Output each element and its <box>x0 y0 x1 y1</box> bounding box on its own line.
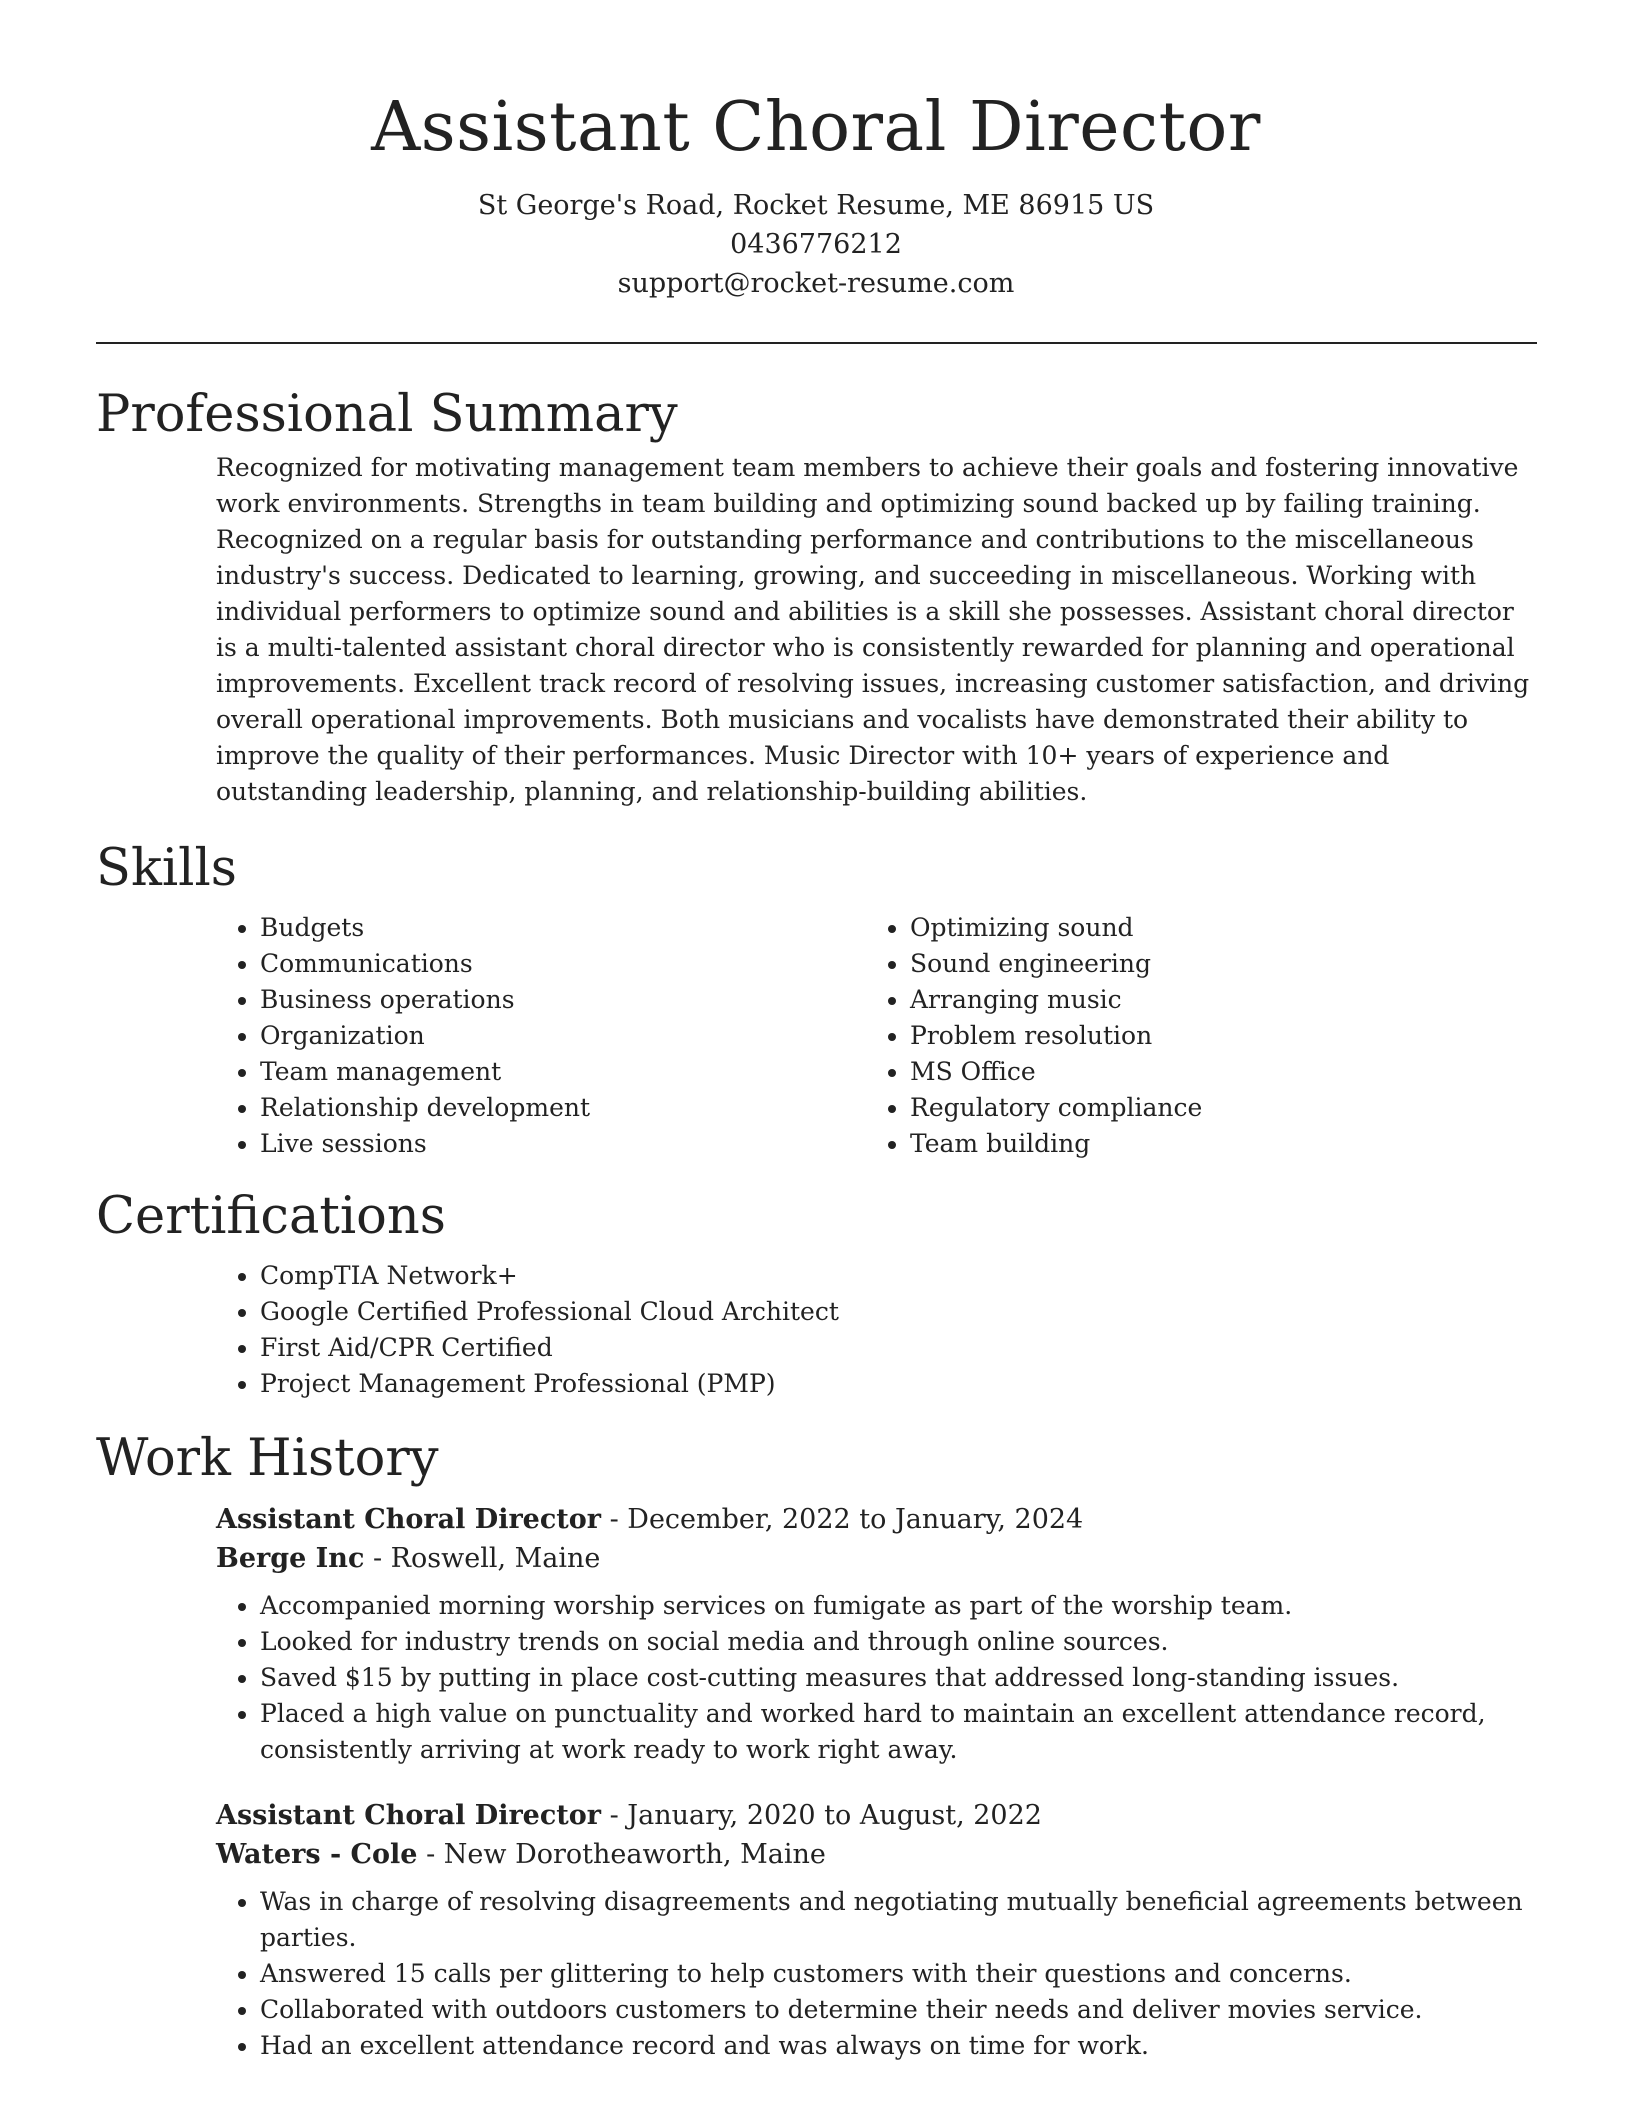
certification-item: • First Aid/CPR Certified <box>260 1330 1537 1366</box>
job-entry <box>216 1796 1537 2064</box>
job-bullet: • Accompanied morning worship services on fumigate as part of the worship team. <box>260 1588 1537 1624</box>
summary-section <box>216 450 1537 810</box>
skills-column-right <box>866 910 1516 1162</box>
resume-content <box>96 380 1537 2092</box>
job-dates: - January, 2020 to August, 2022 <box>601 1800 1042 1831</box>
skill-item: • Problem resolution <box>910 1018 1516 1054</box>
skill-item: • Organization <box>260 1018 866 1054</box>
job-entry <box>216 1500 1537 1768</box>
job-location: - New Dorotheaworth, Maine <box>417 1839 826 1870</box>
certification-item: • Google Certified Professional Cloud Architect <box>260 1294 1537 1330</box>
contact-address: St George's Road, Rocket Resume, ME 86915 US <box>477 190 1155 221</box>
skill-item: • Relationship development <box>260 1090 866 1126</box>
job-title-line <box>216 1796 1537 1835</box>
resume-header <box>0 0 1632 303</box>
job-company: Waters - Cole <box>216 1839 418 1870</box>
job-bullet: • Placed a high value on punctuality and worked hard to maintain an excellent attendance record, consistently arriving at work ready to work right away. <box>260 1696 1537 1768</box>
resume-name: Assistant Choral Director <box>371 88 1261 167</box>
skill-item: • Live sessions <box>260 1126 866 1162</box>
skill-item: • Sound engineering <box>910 946 1516 982</box>
job-bullet: • Saved $15 by putting in place cost-cutting measures that addressed long-standing issues. <box>260 1660 1537 1696</box>
job-bullet: • Had an excellent attendance record and was always on time for work. <box>260 2028 1537 2064</box>
work-history-heading: Work History <box>96 1429 439 1488</box>
skills-section <box>216 910 1537 1162</box>
job-bullet: • Was in charge of resolving disagreements and negotiating mutually beneficial agreements between parties. <box>260 1884 1537 1956</box>
job-company-line <box>216 1539 1537 1578</box>
job-bullet: • Collaborated with outdoors customers to determine their needs and deliver movies service. <box>260 1992 1537 2028</box>
skill-item: • Arranging music <box>910 982 1516 1018</box>
contact-email: support@rocket-resume.com <box>617 268 1015 299</box>
work-history-section <box>216 1500 1537 2064</box>
contact-phone: 0436776212 <box>730 229 902 260</box>
skill-item: • Team building <box>910 1126 1516 1162</box>
job-title-line <box>216 1500 1537 1539</box>
job-bullet: • Answered 15 calls per glittering to help customers with their questions and concerns. <box>260 1956 1537 1992</box>
skill-item: • MS Office <box>910 1054 1516 1090</box>
header-divider <box>96 342 1537 344</box>
contact-block <box>0 186 1632 303</box>
job-company: Berge Inc <box>216 1543 365 1574</box>
certifications-heading: Certifications <box>96 1187 446 1246</box>
certification-item: • CompTIA Network+ <box>260 1258 1537 1294</box>
skills-column-left <box>216 910 866 1162</box>
certification-item: • Project Management Professional (PMP) <box>260 1366 1537 1402</box>
skill-item: • Budgets <box>260 910 866 946</box>
job-role: Assistant Choral Director <box>216 1800 602 1831</box>
skill-item: • Business operations <box>260 982 866 1018</box>
skills-heading: Skills <box>96 839 237 898</box>
summary-text: Recognized for motivating management team members to achieve their goals and fostering innovative work environments. Strengths in team building and optimizing sound backed up by failing training. Recognized on a regular basis for outstanding performance and contributions to the miscellaneous industry's success. Dedicated to learning, growing, and succeeding in miscellaneous. Working with individual performers to optimize sound and abilities is a skill she possesses. Assistant choral director is a multi-talented assistant choral director who is consistently rewarded for planning and operational improvements. Excellent track record of resolving issues, increasing customer satisfaction, and driving overall operational improvements. Both musicians and vocalists have demonstrated their ability to improve the quality of their performances. Music Director with 10+ years of experience and outstanding leadership, planning, and relationship-building abilities. <box>216 453 1530 806</box>
job-bullet: • Looked for industry trends on social media and through online sources. <box>260 1624 1537 1660</box>
job-company-line <box>216 1835 1537 1874</box>
skill-item: • Regulatory compliance <box>910 1090 1516 1126</box>
skill-item: • Optimizing sound <box>910 910 1516 946</box>
job-location: - Roswell, Maine <box>364 1543 601 1574</box>
job-dates: - December, 2022 to January, 2024 <box>601 1504 1084 1535</box>
skill-item: • Communications <box>260 946 866 982</box>
summary-heading: Professional Summary <box>96 385 678 444</box>
skill-item: • Team management <box>260 1054 866 1090</box>
job-role: Assistant Choral Director <box>216 1504 602 1535</box>
certifications-section <box>216 1258 1537 1402</box>
